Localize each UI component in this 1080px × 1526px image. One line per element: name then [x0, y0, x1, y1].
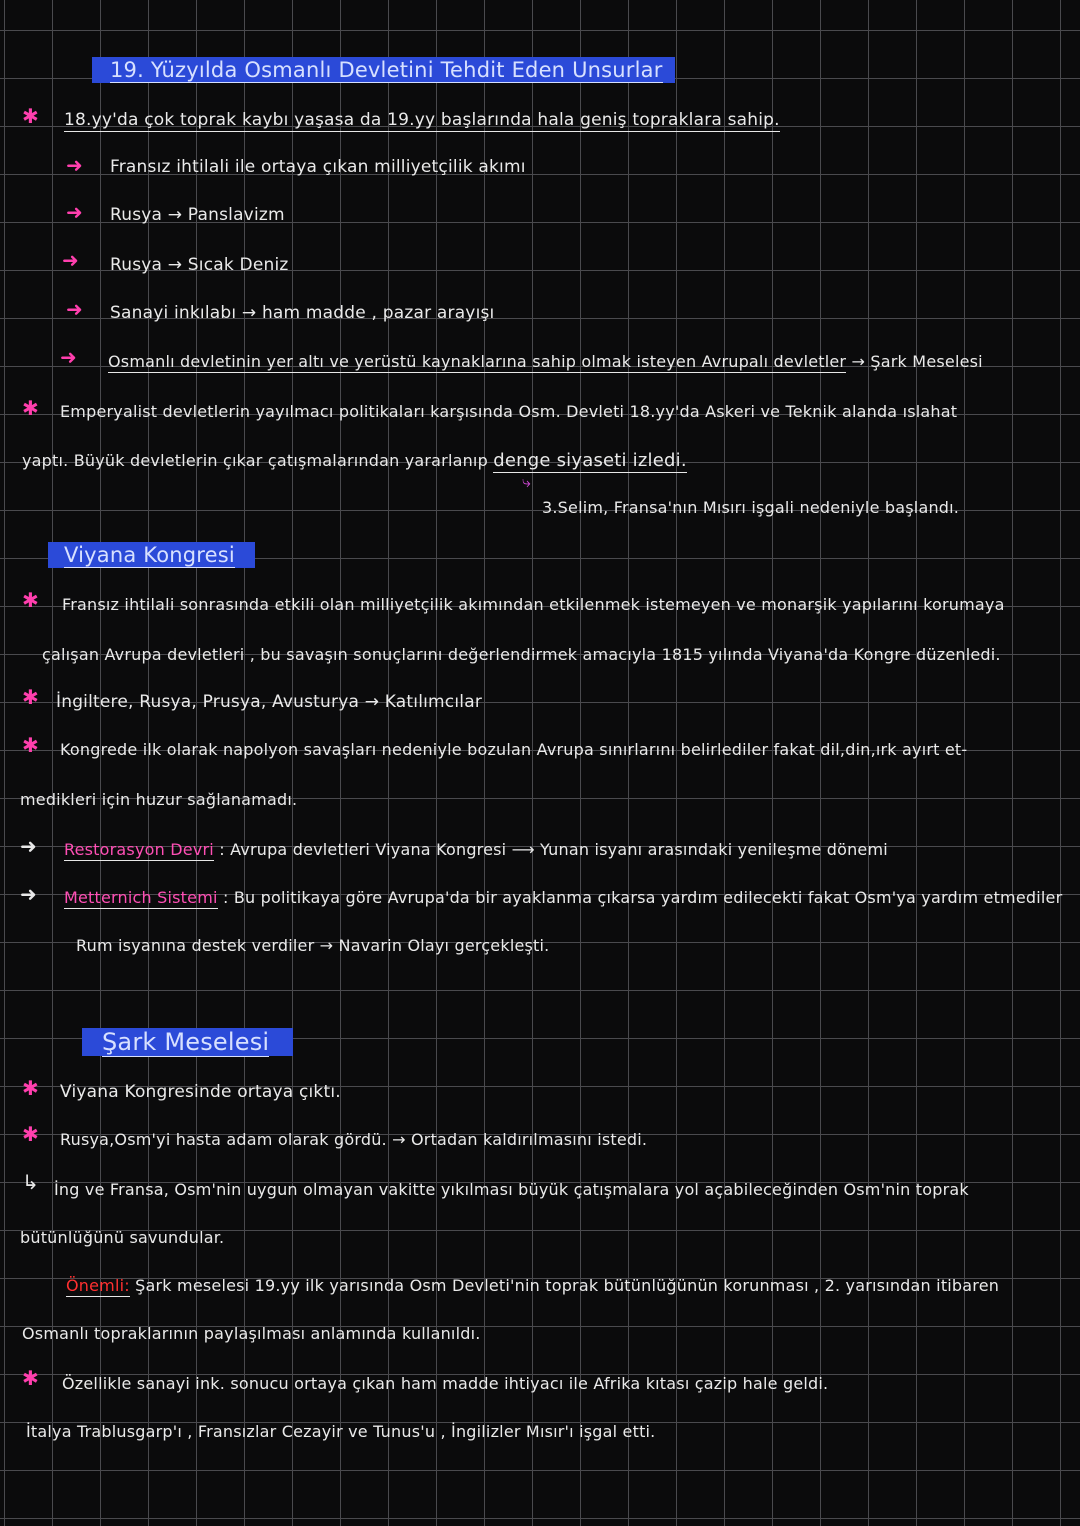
term-label: Restorasyon Devri [64, 840, 214, 859]
star-icon: ✱ [22, 1366, 39, 1390]
important-text: Şark meselesi 19.yy ilk yarısında Osm Devleti'nin toprak bütünlüğünün korunması , 2. yarısından itibaren [135, 1276, 1000, 1295]
note-line: Fransız ihtilali sonrasında etkili olan milliyetçilik akımından etkilenmek istemeyen ve monarşik yapılarını korumaya [62, 595, 1005, 614]
arrow-icon: ➜ [20, 882, 37, 906]
bullet-item: Rusya → Panslavizm [110, 205, 285, 225]
note-line: Viyana Kongresinde ortaya çıktı. [60, 1082, 341, 1102]
section-heading-eastern-question [82, 1028, 293, 1056]
arrow-glyph: → [851, 352, 871, 371]
heading-text: 19. Yüzyılda Osmanlı Devletini Tehdit Eden Unsurlar [110, 58, 663, 82]
bullet-result: Şark Meselesi [870, 352, 983, 371]
note-line: İng ve Fransa, Osm'nin uygun olmayan vakitte yıkılması büyük çatışmalara yol açabileceğinden Osm'nin toprak [54, 1180, 969, 1199]
note-underlined: denge siyaseti izledi. [493, 450, 687, 471]
note-line: Özellikle sanayi ink. sonucu ortaya çıkan ham madde ihtiyacı ile Afrika kıtası çazip hale geldi. [62, 1374, 829, 1393]
star-icon: ✱ [22, 1076, 39, 1100]
note-line: İtalya Trablusgarp'ı , Fransızlar Cezayir ve Tunus'u , İngilizler Mısır'ı işgal etti. [26, 1422, 656, 1441]
arrow-icon: ➜ [66, 297, 83, 321]
note-line: İngiltere, Rusya, Prusya, Avusturya → Katılımcılar [56, 692, 483, 712]
definition-metternich [64, 888, 1062, 907]
arrow-icon: ➜ [60, 345, 77, 369]
star-icon: ✱ [22, 733, 39, 757]
note-text: yaptı. Büyük devletlerin çıkar çatışmalarından yararlanıp [22, 451, 488, 470]
arrow-icon: ➜ [66, 200, 83, 224]
heading-text: Viyana Kongresi [64, 543, 235, 567]
note-line: çalışan Avrupa devletleri , bu savaşın sonuçlarını değerlendirmek amacıyla 1815 yılında Viyana'da Kongre düzenledi. [42, 645, 1001, 664]
star-icon: ✱ [22, 588, 39, 612]
term-text: : Bu politikaya göre Avrupa'da bir ayaklanma çıkarsa yardım edilecekti fakat Osm'ya yardım etmediler [222, 888, 1063, 907]
arrow-icon: ➜ [20, 834, 37, 858]
important-note [66, 1276, 999, 1295]
note-line: medikleri için huzur sağlanamadı. [20, 790, 298, 809]
important-label: Önemli: [66, 1276, 130, 1295]
term-label: Metternich Sistemi [64, 888, 218, 907]
note-line: Emperyalist devletlerin yayılmacı politikaları karşısında Osm. Devleti 18.yy'da Askeri ve Teknik alanda ıslahat [60, 402, 958, 421]
note-line [22, 450, 687, 471]
bullet-text: Osmanlı devletinin yer altı ve yerüstü kaynaklarına sahip olmak isteyen Avrupalı devletler [108, 352, 847, 371]
star-icon: ✱ [22, 1122, 39, 1146]
arrow-icon: ➜ [66, 153, 83, 177]
bullet-item [108, 352, 983, 371]
note-line: Kongrede ilk olarak napolyon savaşları nedeniyle bozulan Avrupa sınırlarını belirlediler fakat dil,din,ırk ayırt et- [60, 740, 968, 759]
heading-text: Şark Meselesi [102, 1028, 270, 1056]
note-line: 18.yy'da çok toprak kaybı yaşasa da 19.yy başlarında hala geniş topraklara sahip. [64, 110, 780, 130]
side-note: 3.Selim, Fransa'nın Mısırı işgali nedeniyle başlandı. [542, 498, 960, 517]
bullet-item: Fransız ihtilali ile ortaya çıkan milliyetçilik akımı [110, 157, 526, 177]
arrow-icon: ➜ [62, 248, 79, 272]
note-line: Rusya,Osm'yi hasta adam olarak gördü. → Ortadan kaldırılmasını istedi. [60, 1130, 648, 1149]
section-heading-threats [92, 57, 675, 83]
section-heading-vienna [48, 542, 255, 568]
curve-arrow-icon: ⤷ [522, 472, 531, 491]
note-line: Osmanlı topraklarının paylaşılması anlamında kullanıldı. [22, 1324, 481, 1343]
star-icon: ✱ [22, 104, 39, 128]
term-text: : Avrupa devletleri Viyana Kongresi ⟶ Yunan isyanı arasındaki yenileşme dönemi [219, 840, 888, 859]
note-line: Rum isyanına destek verdiler → Navarin Olayı gerçekleşti. [76, 936, 550, 955]
definition-restorasyon [64, 840, 888, 859]
note-line: bütünlüğünü savundular. [20, 1228, 225, 1247]
curve-arrow-icon: ↳ [22, 1170, 39, 1194]
star-icon: ✱ [22, 396, 39, 420]
bullet-item: Sanayi inkılabı → ham madde , pazar arayışı [110, 303, 495, 323]
bullet-item: Rusya → Sıcak Deniz [110, 255, 289, 275]
star-icon: ✱ [22, 685, 39, 709]
